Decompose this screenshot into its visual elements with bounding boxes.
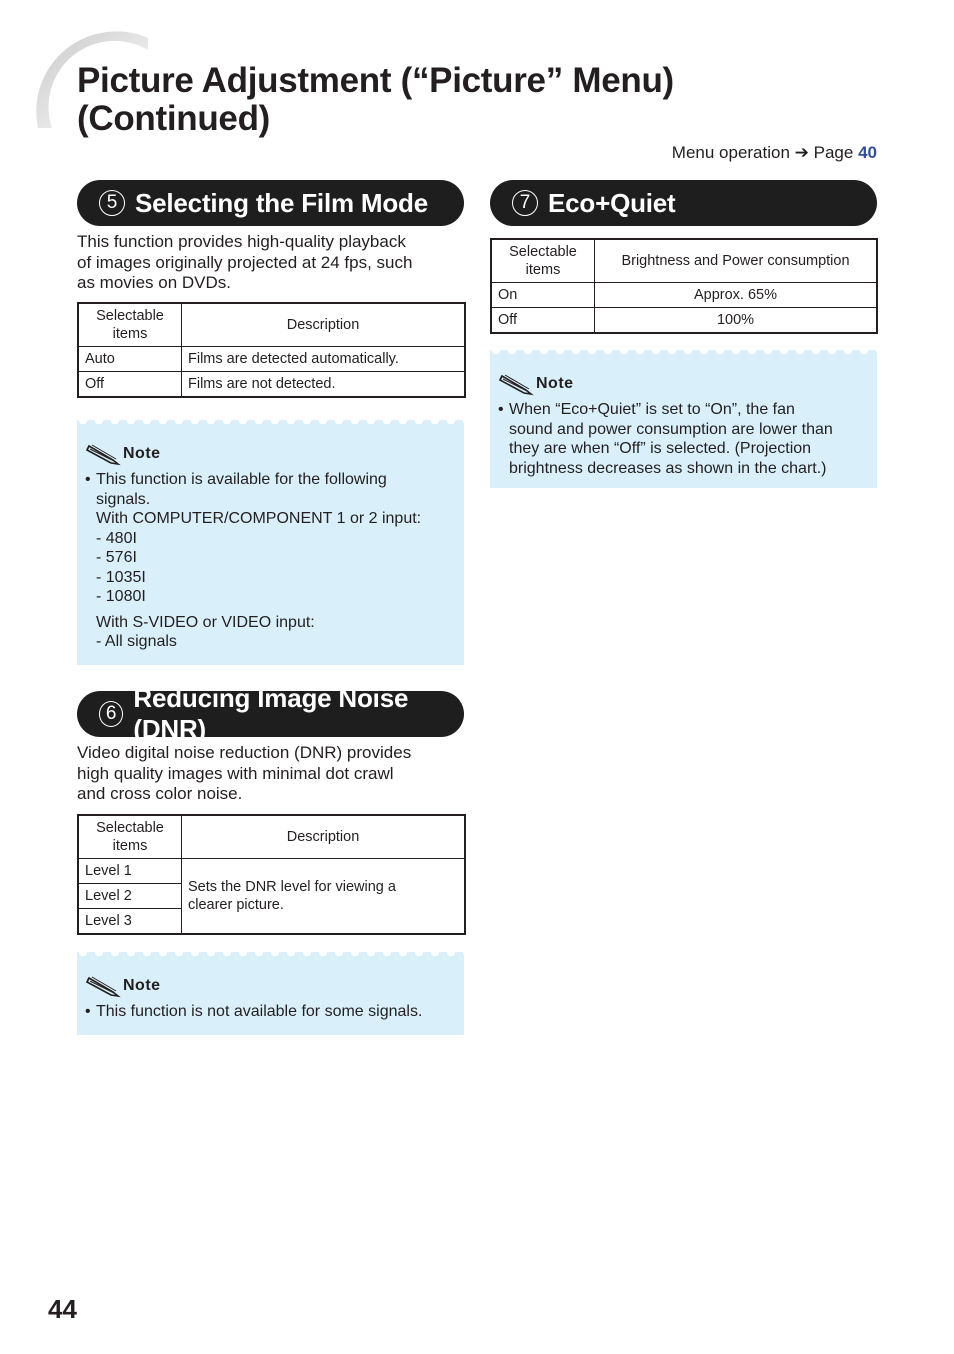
note-box-film-mode xyxy=(77,420,464,665)
table-cell: Off xyxy=(491,308,595,334)
table-header-row xyxy=(78,303,465,347)
note-text: When “Eco+Quiet” is set to “On”, the fan xyxy=(509,401,795,418)
note-box-dnr xyxy=(77,952,464,1035)
table-row xyxy=(491,283,877,308)
intro-line: This function provides high-quality playback xyxy=(77,232,406,251)
table-header-row xyxy=(78,815,465,859)
column-header: Selectable items xyxy=(78,303,182,347)
section-title-film-mode: Selecting the Film Mode xyxy=(135,187,428,218)
film-mode-intro xyxy=(77,232,467,294)
note-list xyxy=(85,1002,454,1022)
note-label: Note xyxy=(536,375,574,393)
intro-line: and cross color noise. xyxy=(77,784,243,803)
column-header: Brightness and Power consumption xyxy=(595,239,878,283)
table-cell: 100% xyxy=(595,308,878,334)
table-row xyxy=(78,372,465,398)
note-list xyxy=(85,470,454,652)
scalloped-edge xyxy=(490,350,877,356)
menu-operation-reference xyxy=(672,143,877,163)
pencil-note-icon xyxy=(85,974,121,998)
signal-item: - All signals xyxy=(96,633,177,650)
scalloped-edge xyxy=(77,420,464,426)
table-cell: Films are not detected. xyxy=(182,372,466,398)
table-cell: Films are detected automatically. xyxy=(182,347,466,372)
note-text: sound and power consumption are lower than xyxy=(509,420,833,438)
note-label: Note xyxy=(123,445,161,463)
page-title xyxy=(77,62,674,138)
note-item: • This function is not available for some signals. xyxy=(85,1002,454,1022)
table-cell: Off xyxy=(78,372,182,398)
description-line: Sets the DNR level for viewing a xyxy=(188,879,396,895)
page-number: 44 xyxy=(48,1294,77,1324)
note-item xyxy=(85,470,454,652)
section-title-eco-quiet: Eco+Quiet xyxy=(548,187,676,218)
table-cell: Auto xyxy=(78,347,182,372)
note-text: With S-VIDEO or VIDEO input: xyxy=(96,613,315,631)
table-cell-description xyxy=(182,859,466,935)
table-cell: Level 1 xyxy=(78,859,182,884)
note-header xyxy=(85,974,454,998)
pencil-note-icon xyxy=(498,372,534,396)
description-line: clearer picture. xyxy=(188,897,284,913)
table-cell: On xyxy=(491,283,595,308)
page-link[interactable]: 40 xyxy=(858,143,877,162)
intro-line: of images originally projected at 24 fps, such xyxy=(77,252,413,272)
page-label: Page xyxy=(813,143,854,162)
intro-line: high quality images with minimal dot crawl xyxy=(77,763,394,783)
dnr-intro xyxy=(77,743,467,805)
section-header-eco-quiet xyxy=(490,180,877,226)
intro-line: as movies on DVDs. xyxy=(77,273,231,292)
eco-quiet-table xyxy=(490,238,878,334)
page-title-line1: Picture Adjustment (“Picture” Menu) xyxy=(77,61,674,100)
note-text: This function is available for the following xyxy=(96,471,387,488)
note-list xyxy=(498,400,867,478)
arrow-icon: ➔ xyxy=(794,143,809,162)
note-label: Note xyxy=(123,977,161,995)
table-header-row xyxy=(491,239,877,283)
signal-item: - 576I xyxy=(96,549,137,566)
section-number-7: 7 xyxy=(512,190,538,216)
note-box-eco-quiet xyxy=(490,350,877,488)
table-cell: Approx. 65% xyxy=(595,283,878,308)
table-cell: Level 3 xyxy=(78,909,182,935)
note-header xyxy=(85,442,454,466)
page-title-line2: (Continued) xyxy=(77,99,271,138)
note-text: signals. xyxy=(96,490,151,508)
note-text: they are when “Off” is selected. (Projection xyxy=(509,440,812,457)
table-row xyxy=(78,347,465,372)
note-text: brightness decreases as shown in the chart.) xyxy=(509,459,827,477)
table-cell: Level 2 xyxy=(78,884,182,909)
column-header: Description xyxy=(182,303,466,347)
menu-operation-text: Menu operation xyxy=(671,143,790,162)
note-text: With COMPUTER/COMPONENT 1 or 2 input: xyxy=(96,510,422,527)
column-header: Selectable items xyxy=(491,239,595,283)
section-number-6: 6 xyxy=(99,701,123,727)
note-item xyxy=(498,400,867,478)
dnr-table xyxy=(77,814,466,935)
signal-item: - 480I xyxy=(96,529,137,547)
signal-item: - 1080I xyxy=(96,588,146,605)
table-row xyxy=(78,859,465,884)
section-header-film-mode xyxy=(77,180,464,226)
film-mode-table xyxy=(77,302,466,398)
column-header: Description xyxy=(182,815,466,859)
intro-line: Video digital noise reduction (DNR) provides xyxy=(77,743,412,762)
section-number-5: 5 xyxy=(99,190,125,216)
table-row xyxy=(491,308,877,334)
section-title-dnr: Reducing Image Noise (DNR) xyxy=(133,683,409,744)
column-header: Selectable items xyxy=(78,815,182,859)
pencil-note-icon xyxy=(85,442,121,466)
section-header-dnr xyxy=(77,683,464,744)
note-header xyxy=(498,372,867,396)
scalloped-edge xyxy=(77,952,464,958)
signal-item: - 1035I xyxy=(96,568,146,586)
